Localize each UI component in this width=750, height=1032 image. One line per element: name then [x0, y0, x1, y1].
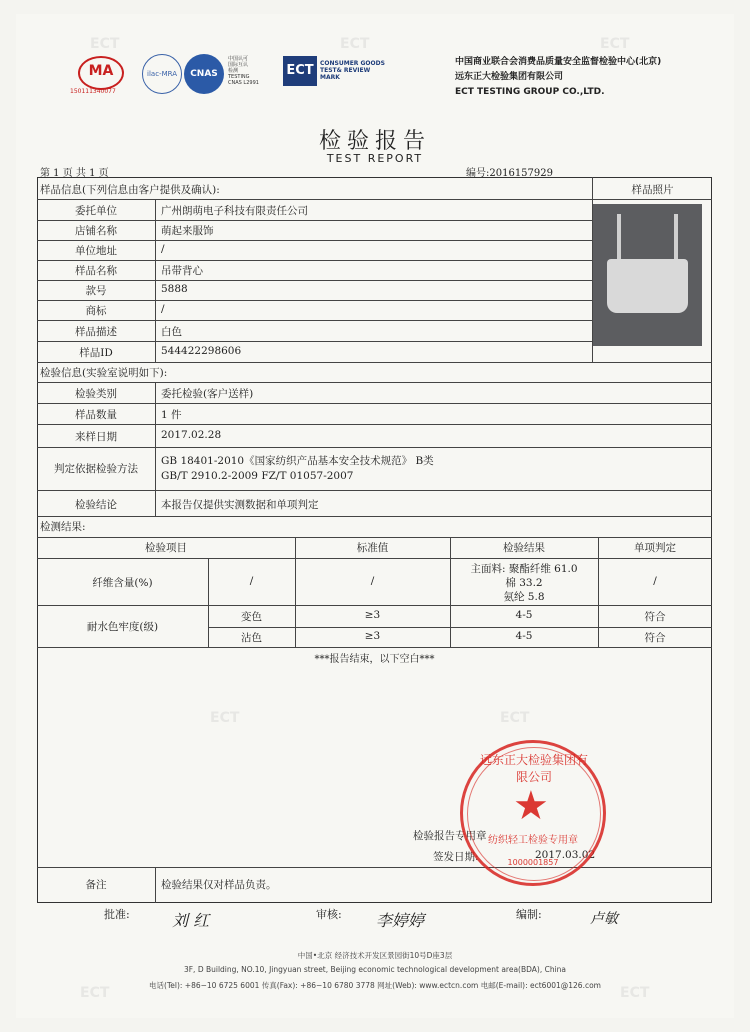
star-icon: ★ [513, 783, 549, 829]
label-sample-id: 样品ID [79, 347, 113, 359]
label-basis: 判定依据检验方法 [54, 463, 138, 475]
label-quantity: 样品数量 [75, 409, 117, 421]
footer-contacts: 电话(Tel): +86−10 6725 6001 传真(Fax): +86−10 6780 3778 网址(Web): www.ectcn.com 电邮(E-mail): ect6001@126.com [149, 981, 601, 990]
value-address: / [161, 243, 165, 255]
value-sample-name: 吊带背心 [161, 265, 203, 277]
value-conclusion: 本报告仅提供实测数据和单项判定 [161, 499, 319, 511]
header-standard: 标准值 [356, 542, 389, 554]
colorfast-standard-change: ≥3 [364, 609, 381, 621]
header-result: 检验结果 [503, 542, 545, 554]
fiber-sub: / [249, 575, 254, 587]
label-description: 样品描述 [75, 326, 117, 338]
value-basis-line1: GB 18401-2010《国家纺织产品基本安全技术规范》 B类 [161, 455, 434, 467]
cnas-text: 中国认可 国际互认 检测 TESTING CNAS L2991 [228, 56, 259, 86]
value-receive-date: 2017.02.28 [161, 429, 222, 441]
label-client: 委托单位 [75, 205, 117, 217]
compile-label: 编制: [516, 908, 542, 921]
label-shop: 店铺名称 [75, 225, 117, 237]
issue-date-label: 签发日期: [433, 851, 479, 863]
sample-section-title: 样品信息(下列信息由客户提供及确认): [40, 184, 220, 196]
label-sample-name: 样品名称 [75, 265, 117, 277]
fiber-item: 纤维含量(%) [92, 577, 153, 589]
inspection-section-title: 检验信息(实验室说明如下): [40, 367, 168, 379]
fiber-result-line1: 主面料: 聚酯纤维 61.0 [470, 563, 578, 575]
label-style-no: 款号 [85, 285, 107, 297]
colorfast-standard-stain: ≥3 [364, 630, 381, 642]
watermark-text: ECT [210, 710, 240, 726]
ilac-mra-logo-icon: ilac-MRA [142, 54, 182, 94]
header-item: 检验项目 [145, 542, 187, 554]
cnas-logo-icon: CNAS [184, 54, 224, 94]
colorfast-item: 耐水色牢度(级) [86, 621, 159, 633]
review-signature: 李婷婷 [376, 911, 425, 930]
value-inspection-type: 委托检验(客户送样) [161, 388, 254, 400]
label-receive-date: 来样日期 [75, 431, 117, 443]
fiber-result-line2: 棉 33.2 [505, 577, 543, 589]
approve-signature: 刘 红 [172, 911, 210, 930]
report-subtitle: TEST REPORT [326, 152, 424, 165]
colorfast-sub-change: 变色 [241, 611, 262, 623]
colorfast-verdict-stain: 符合 [644, 632, 666, 644]
value-style-no: 5888 [161, 283, 188, 295]
label-inspection-type: 检验类别 [75, 388, 117, 400]
ect-logo-text: CONSUMER GOODS TEST& REVIEW MARK [320, 60, 385, 81]
report-title: 检验报告 [318, 129, 431, 154]
page-number: 第 1 页 共 1 页 [40, 168, 109, 179]
value-sample-id: 544422298606 [161, 345, 242, 357]
footer-address-cn: 中国•北京 经济技术开发区景园街10号D座3层 [297, 951, 453, 960]
cma-logo-icon: MA [78, 56, 124, 90]
value-brand: / [161, 303, 165, 315]
fiber-result-line3: 氨纶 5.8 [503, 591, 545, 603]
review-label: 审核: [316, 908, 342, 921]
header-verdict: 单项判定 [634, 542, 676, 554]
seal-label: 检验报告专用章 [413, 830, 487, 842]
sample-photo [593, 204, 702, 346]
label-brand: 商标 [85, 305, 107, 317]
organization-name: 中国商业联合会消费品质量安全监督检验中心(北京) 远东正大检验集团有限公司 ECT TESTING GROUP CO.,LTD. [455, 57, 662, 97]
results-section-title: 检测结果: [40, 521, 86, 533]
watermark-text: ECT [500, 710, 530, 726]
value-basis-line2: GB/T 2910.2-2009 FZ/T 01057-2007 [161, 470, 354, 482]
colorfast-result-change: 4-5 [515, 609, 533, 621]
colorfast-result-stain: 4-5 [515, 630, 533, 642]
end-note: ***报告结束，以下空白*** [314, 654, 435, 665]
watermark-text: ECT [80, 985, 110, 1001]
label-address: 单位地址 [75, 245, 117, 257]
value-shop: 萌起来服饰 [161, 225, 214, 237]
ect-logo-icon: ECT [283, 56, 317, 86]
fiber-verdict: / [653, 575, 657, 587]
remark-value: 检验结果仅对样品负责。 [161, 879, 277, 891]
colorfast-sub-stain: 沾色 [241, 632, 262, 644]
value-description: 白色 [161, 326, 182, 338]
official-seal-stamp: 远东正大检验集团有限公司 ★ 纺织轻工检验专用章 1000001857 [460, 740, 606, 886]
watermark-text: ECT [620, 985, 650, 1001]
report-number: 编号:2016157929 [466, 168, 553, 179]
issue-date-value: 2017.03.02 [535, 849, 596, 861]
watermark-text: ECT [600, 36, 630, 52]
fiber-standard: / [370, 575, 375, 587]
footer-address-en: 3F, D Building, NO.10, Jingyuan street, Beijing economic technological development area(BDA), China [183, 965, 567, 974]
cma-number: 150111340077 [70, 88, 116, 95]
watermark-text: ECT [340, 36, 370, 52]
approve-label: 批准: [104, 908, 130, 921]
remark-label: 备注 [85, 879, 107, 891]
photo-label: 样品照片 [631, 184, 674, 196]
watermark-text: ECT [90, 36, 120, 52]
label-conclusion: 检验结论 [75, 499, 117, 511]
value-client: 广州朗萌电子科技有限责任公司 [161, 205, 308, 217]
value-quantity: 1 件 [161, 409, 182, 421]
colorfast-verdict-change: 符合 [644, 611, 666, 623]
compile-signature: 卢敏 [590, 911, 618, 927]
